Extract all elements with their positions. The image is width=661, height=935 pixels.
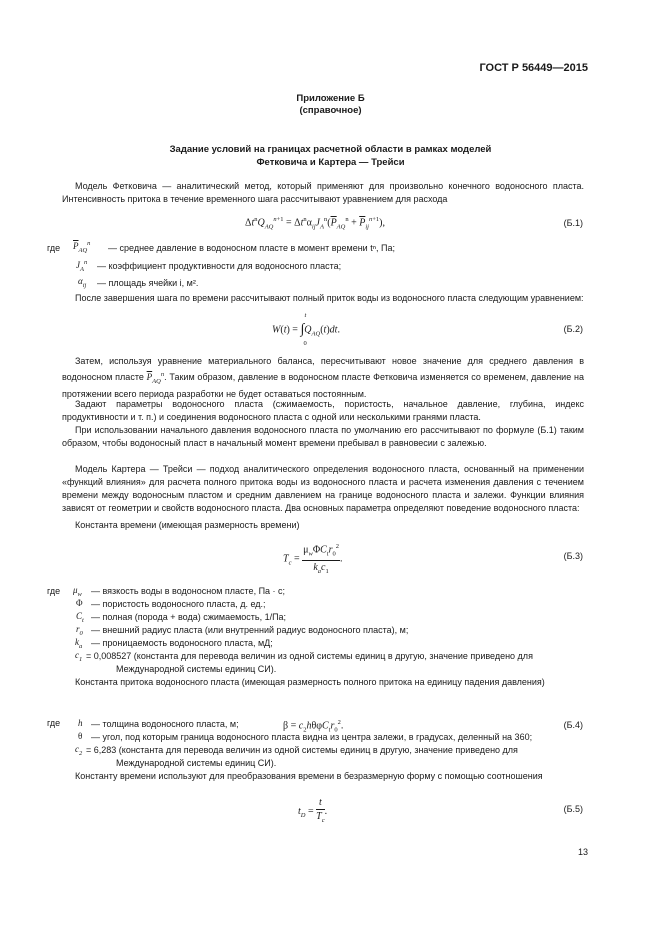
symbol-mu-w: $\mu_w$ xyxy=(73,585,82,598)
symbol-h: h xyxy=(78,718,83,728)
paragraph-material-balance-b: . Таким образом, давление в водоносном пласте Фетковича изменяется со временем, давление на протяжении всего периода разработки не будет оставаться постоянным. xyxy=(62,372,584,399)
page-number: 13 xyxy=(577,847,588,857)
paragraph-material-balance xyxy=(62,355,584,401)
paragraph-inflow-constant: Константа притока водоносного пласта (имеющая размерность полного притока на единицу падения давления) xyxy=(75,677,545,687)
equation-b2: W(t) = ∫ t 0 $Q_{AQ}(t)dt$. xyxy=(272,312,340,347)
symbol-r-0: $r_0$ xyxy=(76,624,83,637)
def-c-2: = 6,283 (константа для перевода величин из одной системы единиц в другую, значение приведено для xyxy=(86,745,518,755)
document-id: ГОСТ Р 56449—2015 xyxy=(479,62,588,74)
symbol-theta: θ xyxy=(78,731,83,741)
symbol-p-aq: $\overline{P}_{AQ}^n$ xyxy=(73,240,91,254)
def-p-aq: — среднее давление в водоносном пласте в момент времени tⁿ, Па; xyxy=(108,243,395,253)
equation-b3-number: (Б.3) xyxy=(563,551,583,561)
symbol-j-a: $J_A^n$ xyxy=(76,259,88,273)
def-h: — толщина водоносного пласта, м; xyxy=(91,719,239,729)
symbol-phi: Φ xyxy=(76,598,83,608)
def-k-a: — проницаемость водоносного пласта, мД; xyxy=(91,638,273,648)
symbol-p-aq-inline: $\overline{P}_{AQ}^n$ xyxy=(146,371,165,385)
equation-b5-number: (Б.5) xyxy=(563,804,583,814)
equation-b4: $\beta = c_2h\theta\varphi C_tr_0^2$. xyxy=(283,719,344,734)
symbol-c-2: $c_2$ xyxy=(75,744,83,757)
def-r-0: — внешний радиус пласта (или внутренний радиус водоносного пласта), м; xyxy=(91,625,409,635)
equation-b2-number: (Б.2) xyxy=(563,324,583,334)
appendix-title: Приложение Б xyxy=(296,93,365,104)
symbol-c-1: $c_1$ xyxy=(75,650,83,663)
def-alpha-ij: — площадь ячейки i, м². xyxy=(97,278,199,288)
symbol-alpha-ij: $\alpha_{ij}$ xyxy=(78,276,87,289)
paragraph-time-constant: Константа времени (имеющая размерность времени) xyxy=(75,520,300,530)
section-heading-line2: Фетковича и Картера — Трейси xyxy=(256,157,405,168)
def-mu-w: — вязкость воды в водоносном пласте, Па · с; xyxy=(91,586,286,596)
where-label-1: где xyxy=(47,243,61,253)
def-j-a: — коэффициент продуктивности для водоносного пласта; xyxy=(97,261,342,271)
paragraph-material-balance-a: Затем, используя уравнение материального баланса, пересчитывают новое значение для среднего давления в водоносном пласте xyxy=(62,356,584,382)
paragraph-fetkovich-intro: Модель Фетковича — аналитический метод, который применяют для произвольно конечного водоносного пласта. Интенсивность притока в течение временного шага рассчитывают уравнением для расхода xyxy=(62,181,584,204)
def-c-2-cont: Международной системы единиц СИ). xyxy=(116,758,277,768)
paragraph-initial-pressure: При использовании начального давления водоносного пласта по умолчанию его рассчитывают по формуле (Б.1) таким образом, чтобы водоносный пласт в начальный момент времени пребывал в равновесии с залежью. xyxy=(62,425,584,448)
paragraph-aquifer-params: Задают параметры водоносного пласта (сжимаемость, пористость, начальное давление, глубина, индекс продуктивности и т. п.) и соединения водоносного пласта с одной или несколькими гранями пласта. xyxy=(62,399,584,422)
paragraph-carter-tracy: Модель Картера — Трейси — подход аналитического определения водоносного пласта, основанный на применении «функций влияния» для расчета полного притока воды из водоносного пласта и расчета изменения давления с течением времени между водоносным пластом и средним давлением на границе водоносного пласта и залежи. Функции влияния зависят от геометрии и свойств водоносного пласта. Два основных параметра определяют поведение водоносного пласта: xyxy=(62,464,584,513)
paragraph-total-inflow: После завершения шага по времени рассчитывают полный приток воды из водоносного пласта следующим уравнением: xyxy=(75,293,584,303)
equation-b1: $\Delta t^nQ_{AQ}^{n+1} = \Delta t^n\alpha_{ij}J_A^n(\overline{P}_{AQ}^n + \overline{P}_{ij}^{n+1})$, xyxy=(245,216,385,231)
def-c-t: — полная (порода + вода) сжимаемость, 1/Па; xyxy=(91,612,287,622)
paragraph-dimensionless-time: Константу времени используют для преобразования времени в безразмерную форму с помощью соотношения xyxy=(75,771,543,781)
def-c-1-cont: Международной системы единиц СИ). xyxy=(116,664,277,674)
def-c-1: = 0,008527 (константа для перевода величин из одной системы единиц в другую, значение приведено для xyxy=(86,651,533,661)
symbol-k-a: $k_a$ xyxy=(75,637,83,650)
equation-b4-number: (Б.4) xyxy=(563,720,583,730)
equation-b1-number: (Б.1) xyxy=(563,218,583,228)
def-theta: — угол, под которым граница водоносного пласта видна из центра залежи, в градусах, деленный на 360; xyxy=(91,732,533,742)
equation-b5: $t_D$ = $\frac{t}{T_c}$ . xyxy=(298,797,328,824)
equation-b3: $T_c$ = $\mu_w\Phi C_tr_0^2$ $k_ac_1$ . xyxy=(283,540,343,578)
section-heading-line1: Задание условий на границах расчетной области в рамках моделей xyxy=(169,144,492,155)
symbol-c-t: $C_t$ xyxy=(76,611,84,624)
appendix-subtitle: (справочное) xyxy=(299,105,362,116)
where-label-3: где xyxy=(47,718,61,728)
def-phi: — пористость водоносного пласта, д. ед.; xyxy=(91,599,266,609)
where-label-2: где xyxy=(47,586,61,596)
